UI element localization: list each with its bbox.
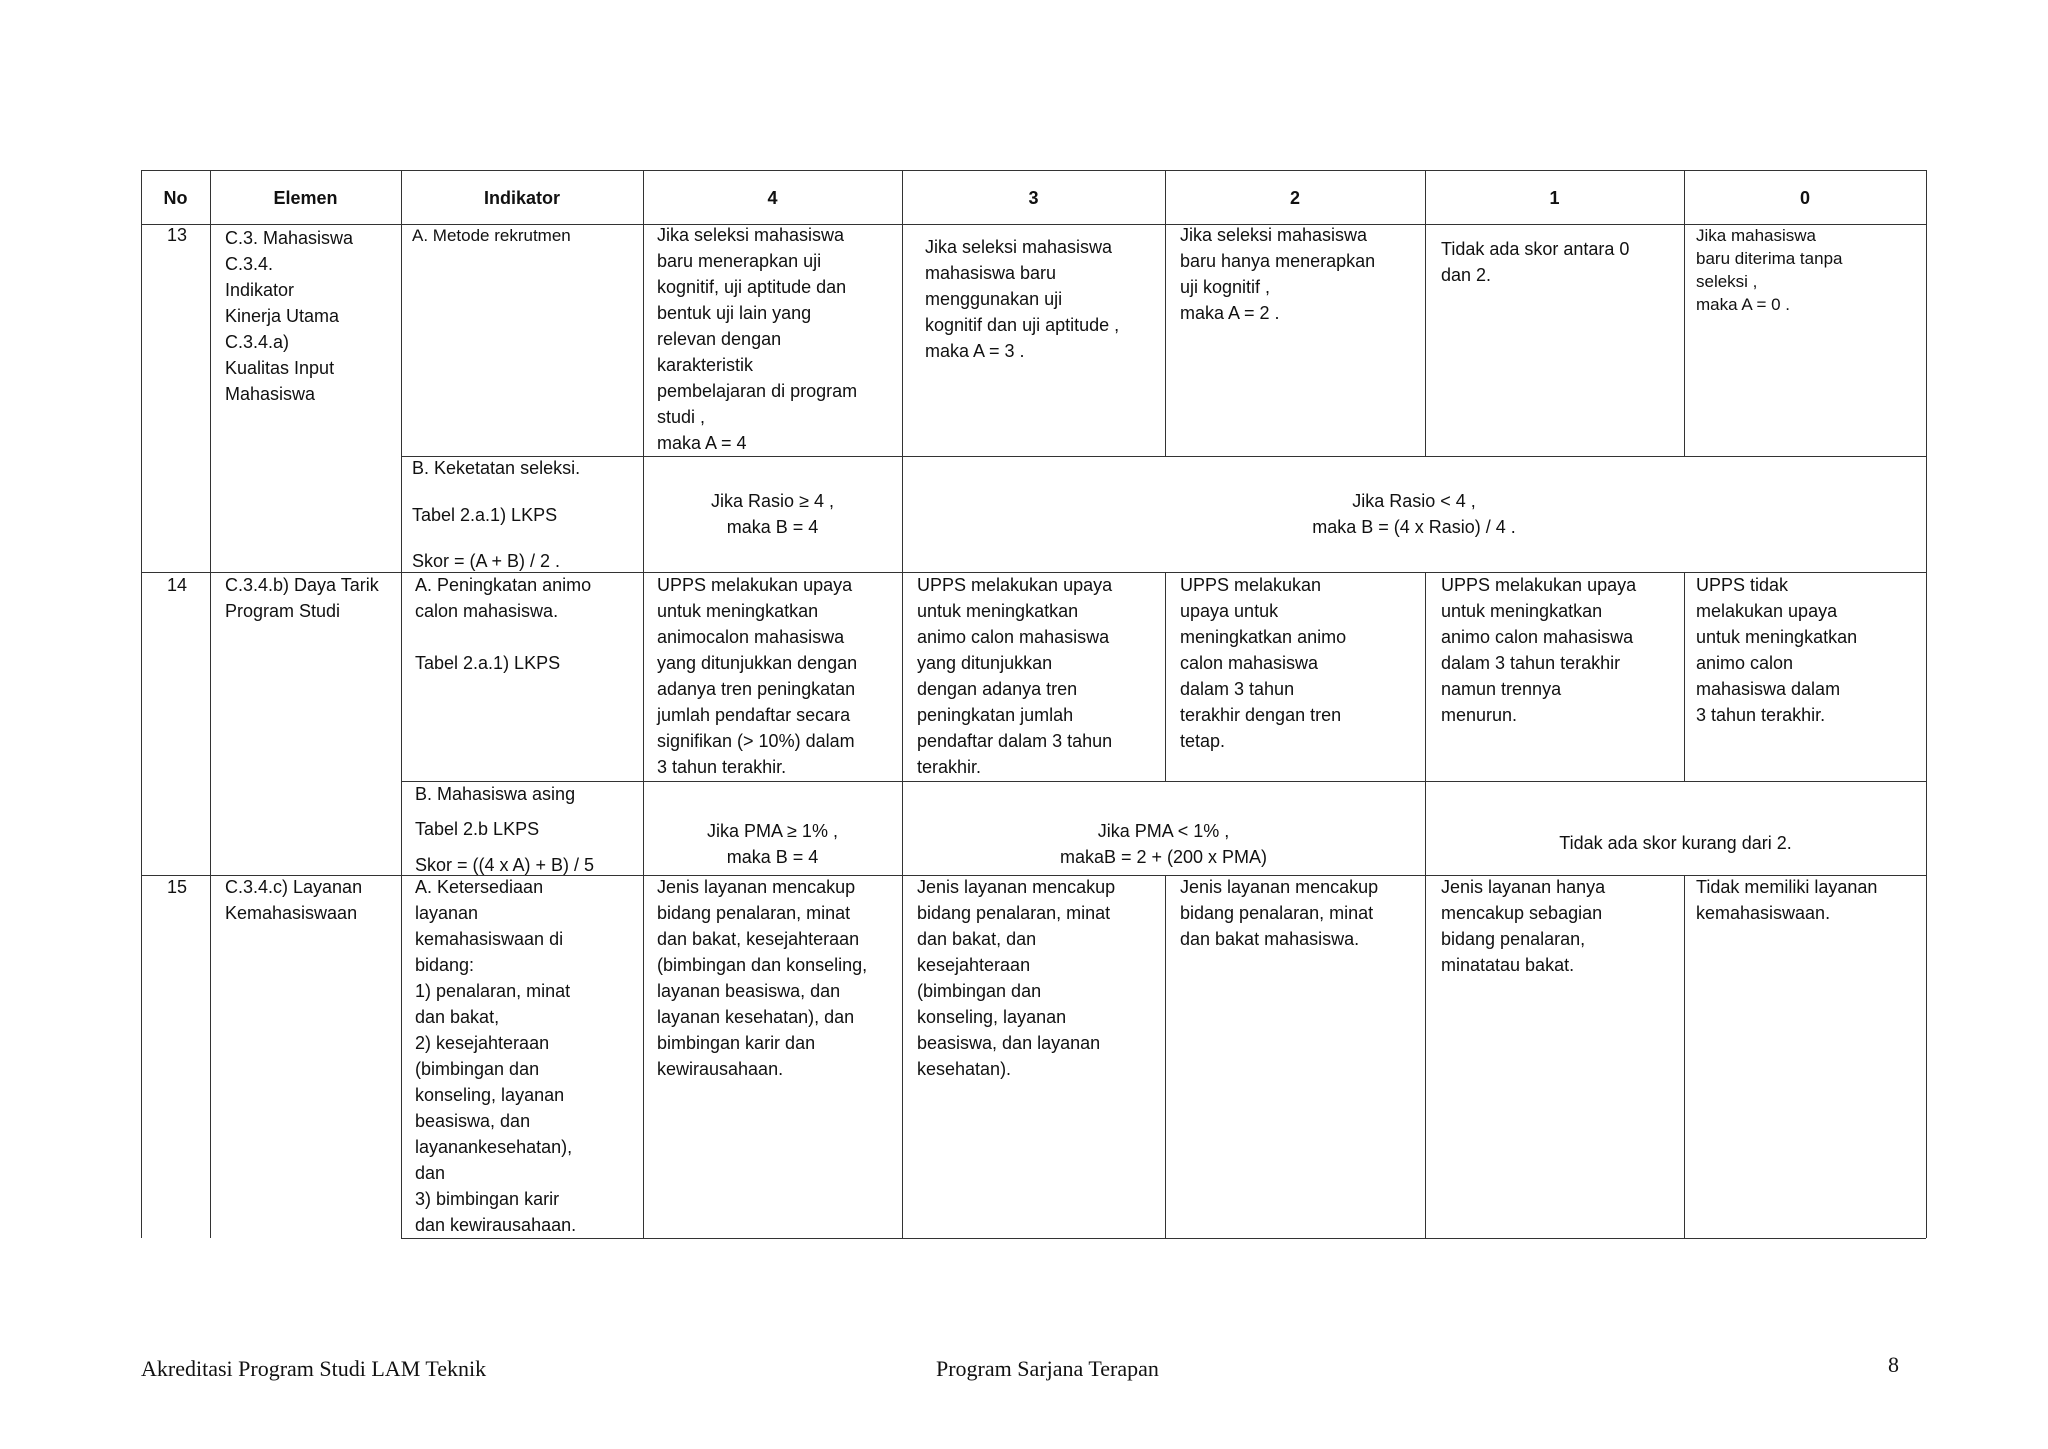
table-top-border — [141, 170, 1926, 171]
row13-a-score-4: Jika seleksi mahasiswa baru menerapkan uji kognitif, uji aptitude dan bentuk uji lain yang relevan dengan karakteristik pembelajaran di program studi , maka A = 4 — [657, 225, 858, 453]
footer-left: Akreditasi Program Studi LAM Teknik — [141, 1356, 487, 1381]
header-score-1: 1 — [1549, 187, 1560, 208]
row14-elemen: C.3.4.b) Daya Tarik Program Studi — [225, 575, 379, 621]
row15-a-score-3: Jenis layanan mencakup bidang penalaran, minat dan bakat, dan kesejahteraan (bimbingan dan konseling, layanan beasiswa, dan layanan kesehatan). — [917, 877, 1116, 1079]
col-indikator-divider — [643, 170, 644, 1238]
row13-a-score-0: Jika mahasiswa baru diterima tanpa seleksi , maka A = 0 . — [1696, 226, 1843, 314]
row13-no: 13 — [166, 225, 188, 245]
row15-a-score-2: Jenis layanan mencakup bidang penalaran, minat dan bakat mahasiswa. — [1180, 877, 1379, 949]
row15-a-score-1: Jenis layanan hanya mencakup sebagian bidang penalaran, minatatau bakat. — [1441, 877, 1606, 975]
row15-a-indikator: A. Ketersediaan layanan kemahasiswaan di bidang: 1) penalaran, minat dan bakat, 2) kesejahteraan (bimbingan dan konseling, layanan beasiswa, dan layanankesehatan), dan 3) bimbingan karir dan kewirausahaan. — [415, 877, 577, 1235]
footer-center: Program Sarjana Terapan — [936, 1356, 1159, 1381]
header-score-0: 0 — [1799, 187, 1810, 208]
col-3-divider-b — [1165, 572, 1166, 781]
row13-a-score-1: Tidak ada skor antara 0 dan 2. — [1441, 239, 1630, 285]
row14-b-indikator-title: B. Mahasiswa asing — [415, 784, 576, 804]
row13-b-indikator-skor: Skor = (A + B) / 2 . — [412, 551, 561, 571]
col-elemen-divider — [401, 170, 402, 1238]
row14-b-score-3to2: Jika PMA < 1% , makaB = 2 + (200 x PMA) — [1059, 821, 1268, 867]
row13-a-score-3: Jika seleksi mahasiswa mahasiswa baru menggunakan uji kognitif dan uji aptitude , maka A = 3 . — [925, 237, 1120, 361]
col-3-divider-c — [1165, 875, 1166, 1238]
row14-b-score-4: Jika PMA ≥ 1% , maka B = 4 — [707, 821, 838, 867]
row14-a-indikator: A. Peningkatan animo calon mahasiswa. Tabel 2.a.1) LKPS — [415, 575, 592, 673]
row14-b-indikator-table: Tabel 2.b LKPS — [415, 819, 540, 839]
row14-a-score-4: UPPS melakukan upaya untuk meningkatkan animocalon mahasiswa yang ditunjukkan dengan adanya tren peningkatan jumlah pendaftar secara signifikan (> 10%) dalam 3 tahun terakhir. — [657, 575, 858, 777]
footer-page-number: 8 — [1888, 1352, 1899, 1377]
row15-a-score-0: Tidak memiliki layanan kemahasiswaan. — [1696, 877, 1878, 923]
row14-a-score-3: UPPS melakukan upaya untuk meningkatkan animo calon mahasiswa yang ditunjukkan dengan adanya tren peningkatan jumlah pendaftar dalam 3 tahun terakhir. — [917, 575, 1113, 777]
row14-b-indikator-skor: Skor = ((4 x A) + B) / 5 — [415, 855, 595, 875]
row13-b-indikator-table: Tabel 2.a.1) LKPS — [412, 505, 558, 525]
row15-no: 15 — [166, 877, 188, 897]
header-bottom-border — [141, 224, 1926, 225]
header-no: No — [163, 187, 188, 208]
row14-b-score-1to0: Tidak ada skor kurang dari 2. — [1559, 833, 1792, 853]
row13-b-score-4: Jika Rasio ≥ 4 , maka B = 4 — [711, 491, 834, 537]
header-indikator: Indikator — [483, 187, 560, 208]
col-1-divider-b — [1684, 572, 1685, 781]
col-left-border — [141, 170, 142, 1238]
header-elemen: Elemen — [273, 187, 338, 208]
row13-split-line — [401, 456, 1926, 457]
row15-a-score-4: Jenis layanan mencakup bidang penalaran, minat dan bakat, kesejahteraan (bimbingan dan konseling, layanan beasiswa, dan layanan kesehatan), dan bimbingan karir dan kewirausahaan. — [657, 877, 868, 1079]
header-score-2: 2 — [1289, 187, 1300, 208]
row13-a-score-2: Jika seleksi mahasiswa baru hanya menerapkan uji kognitif , maka A = 2 . — [1180, 225, 1376, 323]
col-4-divider — [902, 170, 903, 1238]
header-score-4: 4 — [767, 187, 778, 208]
row14-a-score-1: UPPS melakukan upaya untuk meningkatkan animo calon mahasiswa dalam 3 tahun terakhir namun trennya menurun. — [1441, 575, 1637, 725]
row13-b-indikator-title: B. Keketatan seleksi. — [412, 458, 581, 478]
row14-no: 14 — [166, 575, 188, 595]
row13-b-score-3to0: Jika Rasio < 4 , maka B = (4 x Rasio) / 4 . — [1312, 491, 1516, 537]
row14-a-score-2: UPPS melakukan upaya untuk meningkatkan animo calon mahasiswa dalam 3 tahun terakhir dengan tren tetap. — [1180, 575, 1347, 751]
row14-split-line — [401, 781, 1926, 782]
row15-elemen: C.3.4.c) Layanan Kemahasiswaan — [225, 877, 363, 923]
col-right-border — [1926, 170, 1927, 1238]
col-no-divider — [210, 170, 211, 1238]
col-1-divider-c — [1684, 875, 1685, 1238]
row15-bottom-border — [401, 1238, 1926, 1239]
row14-a-score-0: UPPS tidak melakukan upaya untuk meningkatkan animo calon mahasiswa dalam 3 tahun terakhir. — [1696, 575, 1858, 725]
header-score-3: 3 — [1028, 187, 1039, 208]
row13-elemen: C.3. Mahasiswa C.3.4. Indikator Kinerja Utama C.3.4.a) Kualitas Input Mahasiswa — [225, 228, 354, 404]
row13-a-indikator: A. Metode rekrutmen — [412, 226, 571, 245]
col-2-divider-b — [1425, 572, 1426, 1238]
